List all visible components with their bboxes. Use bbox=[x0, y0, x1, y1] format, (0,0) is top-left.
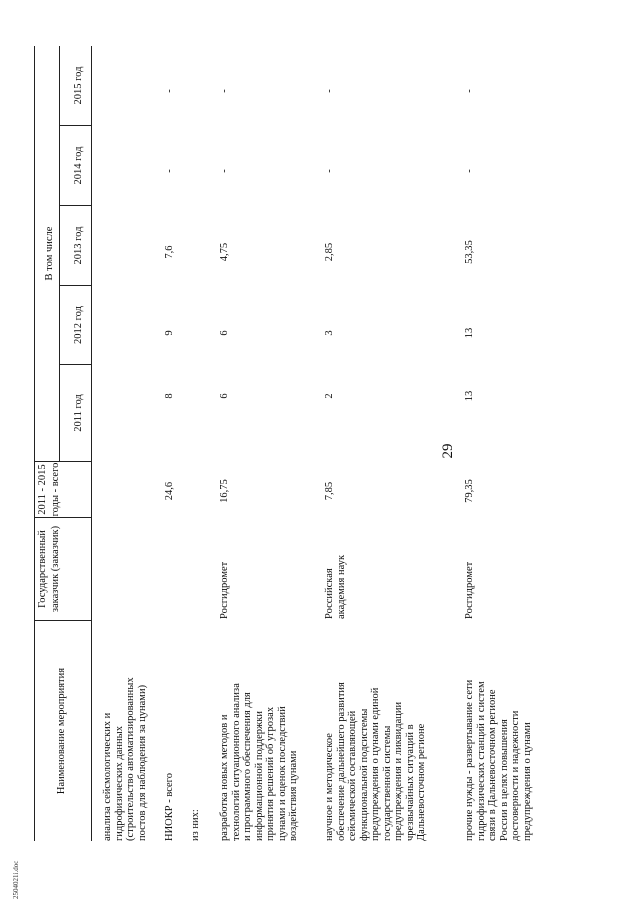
row-1-2013: 7,6 bbox=[164, 245, 175, 259]
row-4-name-line-7: предупреждения и ликвидации bbox=[393, 701, 404, 841]
header-customer-line-1: Государственный bbox=[37, 530, 48, 608]
row-1-2015: - bbox=[164, 89, 175, 93]
header-in-that-number bbox=[44, 46, 57, 461]
header-in-that-number-text: В том числе bbox=[44, 226, 55, 281]
footer-file-code: 2504021i.doc bbox=[12, 860, 20, 899]
row-0-name-line-2: гидрофизических данных bbox=[113, 726, 125, 841]
row-4-name-line-4: функциональной подсистемы bbox=[358, 708, 370, 841]
budget-table bbox=[34, 46, 544, 841]
row-4-customer bbox=[324, 555, 347, 619]
row-1-total: 24,6 bbox=[164, 481, 175, 501]
row-3-name bbox=[219, 683, 300, 841]
header-year-2013: 2013 год bbox=[73, 226, 84, 265]
header-total-line-1: 2011 - 2015 bbox=[37, 464, 48, 515]
header-year-2012: 2012 год bbox=[73, 306, 84, 344]
row-5-2015: - bbox=[464, 89, 475, 93]
row-5-2012: 13 bbox=[464, 327, 475, 339]
row-3-2011: 6 bbox=[219, 393, 230, 399]
row-1-2011: 8 bbox=[164, 393, 175, 399]
row-0-name-line-3: (строительство автоматизированных bbox=[125, 677, 136, 841]
row-4-customer-line-2: академия наук bbox=[335, 554, 347, 619]
row-5-name bbox=[464, 680, 533, 841]
row-3-name-line-4: информационной поддержки bbox=[253, 711, 265, 841]
row-3-name-line-2: технологий ситуационного анализа bbox=[230, 683, 242, 841]
row-4-2013: 2,85 bbox=[324, 242, 335, 262]
row-0-name bbox=[102, 677, 148, 841]
page-number: 29 bbox=[440, 443, 456, 459]
header-year-2015: 2015 год bbox=[73, 66, 84, 105]
header-total bbox=[37, 462, 62, 517]
row-4-name-line-8: чрезвычайных ситуаций в bbox=[404, 724, 416, 841]
table-top-border bbox=[34, 46, 35, 841]
row-3-2012: 6 bbox=[219, 330, 230, 336]
row-1-2012: 9 bbox=[164, 330, 175, 336]
row-3-name-line-1: разработка новых методов и bbox=[219, 714, 230, 841]
row-4-2011: 2 bbox=[324, 393, 335, 399]
row-5-name-line-4: России в целях повышения bbox=[498, 719, 510, 841]
row-0-name-line-1: анализа сейсмологических и bbox=[102, 712, 113, 841]
header-year-2014: 2014 год bbox=[73, 146, 84, 185]
row-1-2014: - bbox=[164, 169, 175, 173]
row-4-2015: - bbox=[324, 89, 335, 93]
row-3-total: 16,75 bbox=[219, 479, 230, 503]
header-name bbox=[56, 621, 69, 841]
row-5-2013: 53,35 bbox=[464, 240, 475, 264]
header-total-line-2: годы - всего bbox=[49, 462, 61, 517]
row-3-name-line-5: принятия решений об угрозах bbox=[265, 706, 276, 841]
row-4-customer-line-1: Российская bbox=[324, 568, 335, 619]
header-customer bbox=[37, 518, 62, 620]
header-year-2011: 2011 год bbox=[73, 394, 84, 432]
row-4-name-line-6: государственной системы bbox=[381, 725, 393, 841]
row-5-name-line-6: предупреждения о цунами bbox=[521, 722, 533, 841]
row-3-customer: Росгидромет bbox=[219, 561, 230, 619]
row-4-name-line-5: предупреждения о цунами единой bbox=[370, 687, 381, 841]
row-3-name-line-3: и программного обеспечения для bbox=[242, 692, 253, 841]
row-2-name: из них: bbox=[190, 809, 201, 841]
row-5-customer: Росгидромет bbox=[464, 561, 475, 619]
row-4-2012: 3 bbox=[324, 330, 335, 336]
row-5-name-line-2: гидрофизических станций и систем bbox=[475, 681, 487, 841]
row-4-total: 7,85 bbox=[324, 481, 335, 501]
row-5-2011: 13 bbox=[464, 390, 475, 402]
row-0-name-line-4: постов для наблюдения за цунами) bbox=[136, 684, 148, 841]
row-4-2014: - bbox=[324, 169, 335, 173]
row-3-2014: - bbox=[219, 169, 230, 173]
row-4-name-line-2: обеспечение дальнейшего развития bbox=[335, 682, 347, 841]
row-3-name-line-7: воздействия цунами bbox=[288, 750, 299, 841]
row-1-name: НИОКР - всего bbox=[164, 773, 175, 841]
row-5-name-line-5: достоверности и надежности bbox=[510, 710, 521, 841]
row-4-name-line-9: Дальневосточном регионе bbox=[416, 723, 427, 841]
row-5-total: 79,35 bbox=[464, 479, 475, 503]
header-customer-line-2: заказчик (заказчик) bbox=[49, 525, 61, 613]
header-subgroup-line bbox=[59, 46, 60, 462]
row-5-2014: - bbox=[464, 169, 475, 173]
row-4-name-line-1: научное и методическое bbox=[324, 733, 335, 841]
row-4-name bbox=[324, 682, 428, 841]
row-4-name-line-3: сейсмической составляющей bbox=[347, 710, 358, 841]
row-5-name-line-1: прочие нужды - развертывание сети bbox=[464, 679, 475, 841]
row-3-2013: 4,75 bbox=[219, 242, 230, 262]
row-5-name-line-3: связи в Дальневосточном регионе bbox=[487, 689, 498, 841]
row-3-2015: - bbox=[219, 89, 230, 93]
header-name-text: Наименование мероприятия bbox=[56, 667, 67, 795]
row-3-name-line-6: цунами и оценок последствий bbox=[276, 706, 288, 841]
header-bottom-border bbox=[91, 46, 92, 841]
